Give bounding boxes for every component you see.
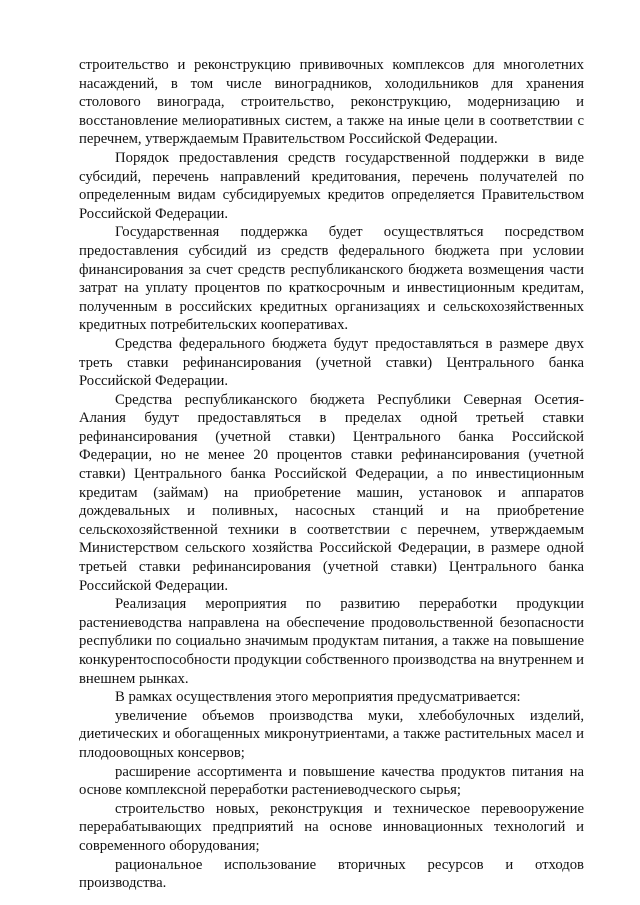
paragraph-state-support: Государственная поддержка будет осуществляться посредством предоставления субсидий из средств федерального бюджета при условии финансирования за счет средств республиканского бюджета возмещения части затрат на уплату процентов по краткосрочным и инвестиционным кредитам, полученным в российских кредитных организациях и сельскохозяйственных кредитных потребительских кооперативах. — [79, 224, 584, 334]
list-item-assortment-expansion: расширение ассортимента и повышение качества продуктов питания на основе комплексной переработки растениеводческого сырья; — [79, 763, 584, 799]
document-page — [79, 56, 584, 893]
list-item-construction: строительство новых, реконструкция и техническое перевооружение перерабатывающих предприятий на основе инновационных технологий и современного оборудования; — [79, 800, 584, 854]
paragraph-measure-intro: В рамках осуществления этого мероприятия предусматривается: — [115, 689, 521, 706]
paragraph-republic-funds: Средства республиканского бюджета Республики Северная Осетия-Алания будут предоставляться в пределах одной третьей ставки рефинансирования (учетной ставки) Центрального банка Российской Федерации, но не менее 20 процентов ставки рефинансирования (учетной ставки) Центрального банка Российской Федерации, а по инвестиционным кредитам (займам) на приобретение машин, установок и аппаратов дождевальных и поливных, насосных станций и на приобретение сельскохозяйственной техники в соответствии с перечнем, утверждаемым Министерством сельского хозяйства Российской Федерации, в размере одной третьей ставки рефинансирования (учетной ставки) Центрального банка Российской Федерации. — [79, 391, 584, 594]
list-item-rational-use: рациональное использование вторичных ресурсов и отходов производства. — [79, 856, 584, 892]
paragraph-processing-measure: Реализация мероприятия по развитию переработки продукции растениеводства направлена на обеспечение продовольственной безопасности республики по социально значимым продуктам питания, а также на повышение конкурентоспособности продукции собственного производства на внутреннем и внешнем рынках. — [79, 596, 584, 687]
paragraph-continuation: строительство и реконструкцию прививочных комплексов для многолетних насаждений, в том числе виноградников, холодильников для хранения столового винограда, строительство, реконструкцию, модернизацию и восстановление мелиоративных систем, а также на иные цели в соответствии с перечнем, утверждаемым Правительством Российской Федерации. — [79, 57, 584, 148]
list-item-production-increase: увеличение объемов производства муки, хлебобулочных изделий, диетических и обогащенных микронутриентами, а также растительных масел и плодоовощных консервов; — [79, 707, 584, 761]
paragraph-federal-funds: Средства федерального бюджета будут предоставляться в размере двух треть ставки рефинансирования (учетной ставки) Центрального банка Российской Федерации. — [79, 335, 584, 390]
paragraph-support-procedure: Порядок предоставления средств государственной поддержки в виде субсидий, перечень направлений кредитования, перечень получателей по определенным видам субсидируемых кредитов определяется Правительством Российской Федерации. — [79, 149, 584, 222]
